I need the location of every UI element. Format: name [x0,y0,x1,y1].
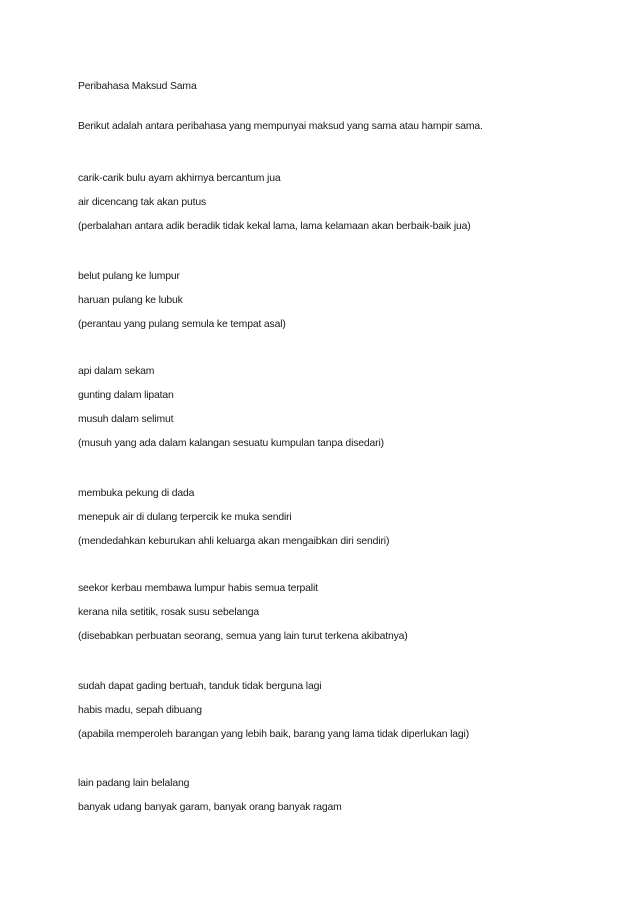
proverb-line: sudah dapat gading bertuah, tanduk tidak berguna lagi [78,681,322,692]
proverb-meaning: (apabila memperoleh barangan yang lebih baik, barang yang lama tidak diperlukan lagi) [78,729,470,740]
proverb-line: gunting dalam lipatan [78,390,174,401]
proverb-line: haruan pulang ke lubuk [78,295,183,306]
proverb-line: belut pulang ke lumpur [78,271,180,282]
proverb-line: membuka pekung di dada [78,488,195,499]
proverb-line: banyak udang banyak garam, banyak orang banyak ragam [78,802,342,813]
proverb-line: seekor kerbau membawa lumpur habis semua terpalit [78,583,318,594]
proverb-line: menepuk air di dulang terpercik ke muka sendiri [78,512,292,523]
proverb-line: habis madu, sepah dibuang [78,705,202,716]
proverb-line: air dicencang tak akan putus [78,197,207,208]
proverb-line: carik-carik bulu ayam akhirnya bercantum jua [78,173,281,184]
proverb-meaning: (musuh yang ada dalam kalangan sesuatu kumpulan tanpa disedari) [78,438,384,449]
proverb-line: lain padang lain belalang [78,778,190,789]
proverb-line: musuh dalam selimut [78,414,174,425]
proverb-line: api dalam sekam [78,366,155,377]
proverb-meaning: (mendedahkan keburukan ahli keluarga akan mengaibkan diri sendiri) [78,536,390,547]
proverb-meaning: (perbalahan antara adik beradik tidak kekal lama, lama kelamaan akan berbaik-baik jua) [78,221,471,232]
proverb-meaning: (disebabkan perbuatan seorang, semua yang lain turut terkena akibatnya) [78,631,408,642]
proverb-meaning: (perantau yang pulang semula ke tempat asal) [78,319,286,330]
intro-paragraph: Berikut adalah antara peribahasa yang mempunyai maksud yang sama atau hampir sama. [78,121,483,132]
proverb-line: kerana nila setitik, rosak susu sebelanga [78,607,259,618]
document-title: Peribahasa Maksud Sama [78,81,197,92]
